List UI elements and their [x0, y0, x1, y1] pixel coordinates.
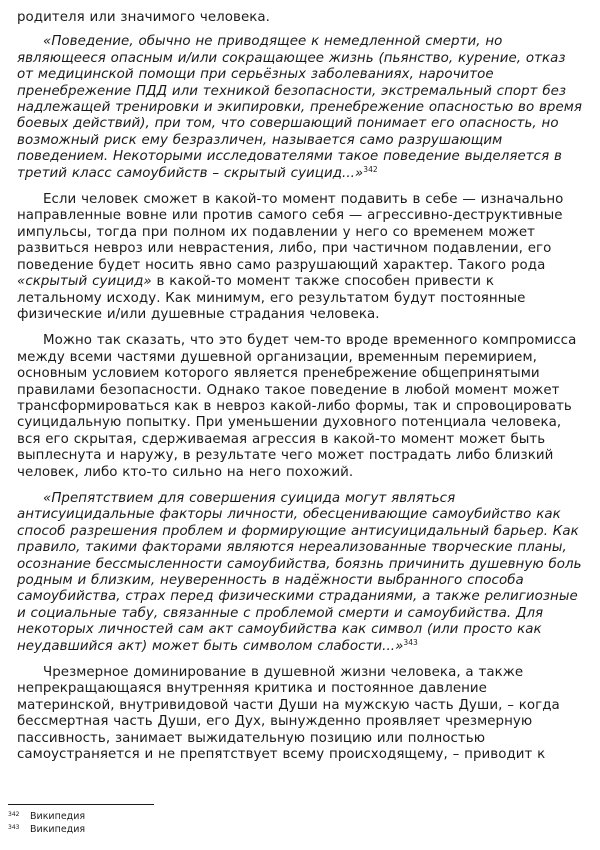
footnote-number: 342: [8, 811, 20, 818]
quote-paragraph-1: [17, 34, 583, 182]
footnote-ref-342[interactable]: 342: [363, 164, 378, 174]
footnote-342: [8, 809, 208, 822]
italic-term: «скрытый суицид»: [17, 274, 152, 290]
paragraph-text: Чрезмерное доминирование в душевной жизни человека, а также непрекращающаяся внутренняя критика и постоянное давление материнской, внутривидовой части Души на мужскую часть Души, – когда бессмертная часть Души, его Дух, вынужденно проявляет чрезмерную пассивность, занимает выжидательную позицию или полностью самоустраняется и не препятствует всему происходящему, – приводит к: [17, 665, 560, 763]
footnotes-section: [8, 804, 208, 835]
footnote-343: [8, 822, 208, 835]
paragraph-text: в какой-то момент также способен привести к летальному исходу. Как минимум, его результатом будут постоянные физические и/или душевные страдания человека.: [17, 274, 526, 322]
paragraph-5: [17, 665, 583, 763]
footnote-divider: [8, 804, 154, 805]
paragraph-text: Если человек сможет в какой-то момент подавить в себе — изначально направленные вовне или против самого себя — агрессивно-деструктивные импульсы, тогда при полном их подавлении у него со временем может развиться невроз или неврастения, либо, при частичном подавлении, его поведение будет носить явно само разрушающий характер. Такого рода: [17, 192, 564, 273]
paragraph-text: родителя или значимого человека.: [17, 10, 270, 25]
paragraph-continuation: [17, 10, 583, 26]
footnote-ref-343[interactable]: 343: [403, 637, 418, 647]
quote-text: «Поведение, обычно не приводящее к немедленной смерти, но являющееся опасным и/или сокращающее жизнь (пьянство, курение, отказ от медицинской помощи при серьёзных заболеваниях, нарочитое пренебрежение ПДД или техникой безопасности, экстремальный спорт без надлежащей тренировки и экипировки, пренебрежение опасностью во время боевых действий), при том, что совершающий понимает его опасность, но возможный риск ему безразличен, называется само разрушающим поведением. Некоторыми исследователями такое поведение выделяется в третий класс самоубийств – скрытый суицид...»: [17, 34, 583, 181]
document-body: [17, 10, 583, 773]
quote-paragraph-2: [17, 491, 583, 655]
quote-text: «Препятствием для совершения суицида могут являться антисуицидальные факторы личности, обесценивающие самоубийство как способ разрешения проблем и формирующие антисуицидальный барьер. Как правило, такими факторами являются нереализованные творческие планы, осознание бессмысленности самоубийства, боязнь причинить душевную боль родным и близким, неуверенность в надёжности выбранного способа самоубийства, страх перед физическими страданиями, а также религиозные и социальные табу, связанные с проблемой смерти и самоубийства. Для некоторых личностей сам акт самоубийства как символ (или просто как неудавшийся акт) может быть символом слабости...»: [17, 490, 582, 654]
footnote-number: 343: [8, 824, 20, 831]
paragraph-3: [17, 333, 583, 481]
footnote-text: Википедия: [30, 824, 86, 835]
paragraph-text: Можно так сказать, что это будет чем-то вроде временного компромисса между всеми частями душевной организации, временным перемирием, основным условием которого является пренебрежение общепринятыми правилами безопасности. Однако такое поведение в любой момент может трансформироваться как в невроз какой-либо формы, так и спровоцировать суицидальную попытку. При уменьшении духовного потенциала человека, вся его скрытая, сдерживаемая агрессия в какой-то момент может быть выплеснута и наружу, в результате чего может пострадать либо близкий человек, либо кто-то сильно на него похожий.: [17, 333, 577, 480]
footnote-text: Википедия: [30, 811, 86, 822]
paragraph-2: [17, 192, 583, 323]
